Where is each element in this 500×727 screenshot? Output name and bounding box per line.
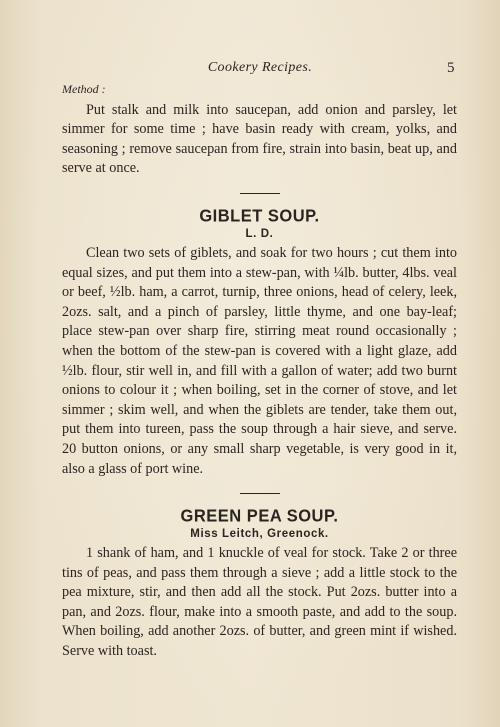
recipe-source-green-pea-soup: Miss Leitch, Greenock. (190, 528, 329, 541)
section-divider (240, 493, 280, 494)
page-content (62, 80, 457, 662)
recipe-source-giblet-soup: L. D. (245, 227, 274, 240)
method-paragraph: Put stalk and milk into saucepan, add onion and parsley, let simmer for some time ; have basin ready with cream, yolks, and seasoning ; remove saucepan from fire, strain into basin, beat up, and serve at once. (62, 101, 457, 177)
recipe-text-giblet-soup: Clean two sets of giblets, and soak for two hours ; cut them into equal sizes, and put them into a stew-pan, with ¼lb. butter, 4lbs. veal or beef, ½lb. ham, a carrot, turnip, three onions, head of celery, leek, 2ozs. salt, and a pinch of parsley, little thyme, and one bay-leaf; place stew-pan over sharp fire, stirring meat round occasionally ; when the bottom of the stew-pan is covered with a light glaze, add ½lb. flour, stir well in, and fill with a gallon of water; add two burnt onions to colour it ; when boiling, set in the corner of stove, and let simmer ; skim well, and when the giblets are tender, take them out, put them into tureen, pass the soup through a hair sieve, and serve. 20 button onions, or any small sharp vegetable, is very good in it, also a glass of port wine. (62, 244, 457, 477)
method-label: Method : (62, 82, 106, 96)
section-divider (240, 193, 280, 194)
page-number: 5 (447, 60, 455, 76)
running-head (0, 60, 500, 80)
recipe-title-green-pea-soup: GREEN PEA SOUP. (180, 506, 339, 526)
recipe-text-green-pea-soup: 1 shank of ham, and 1 knuckle of veal for stock. Take 2 or three tins of peas, and pass them through a sieve ; add a little stock to the pea mixture, stir, and then add all the stock. Put 2ozs. butter into a pan, and 2ozs. flour, make into a smooth paste, and add to the soup. When boiling, add another 2ozs. of butter, and green mint if wished. Serve with toast. (62, 545, 457, 660)
recipe-title-giblet-soup: GIBLET SOUP. (199, 206, 320, 226)
running-title: Cookery Recipes. (207, 60, 313, 75)
